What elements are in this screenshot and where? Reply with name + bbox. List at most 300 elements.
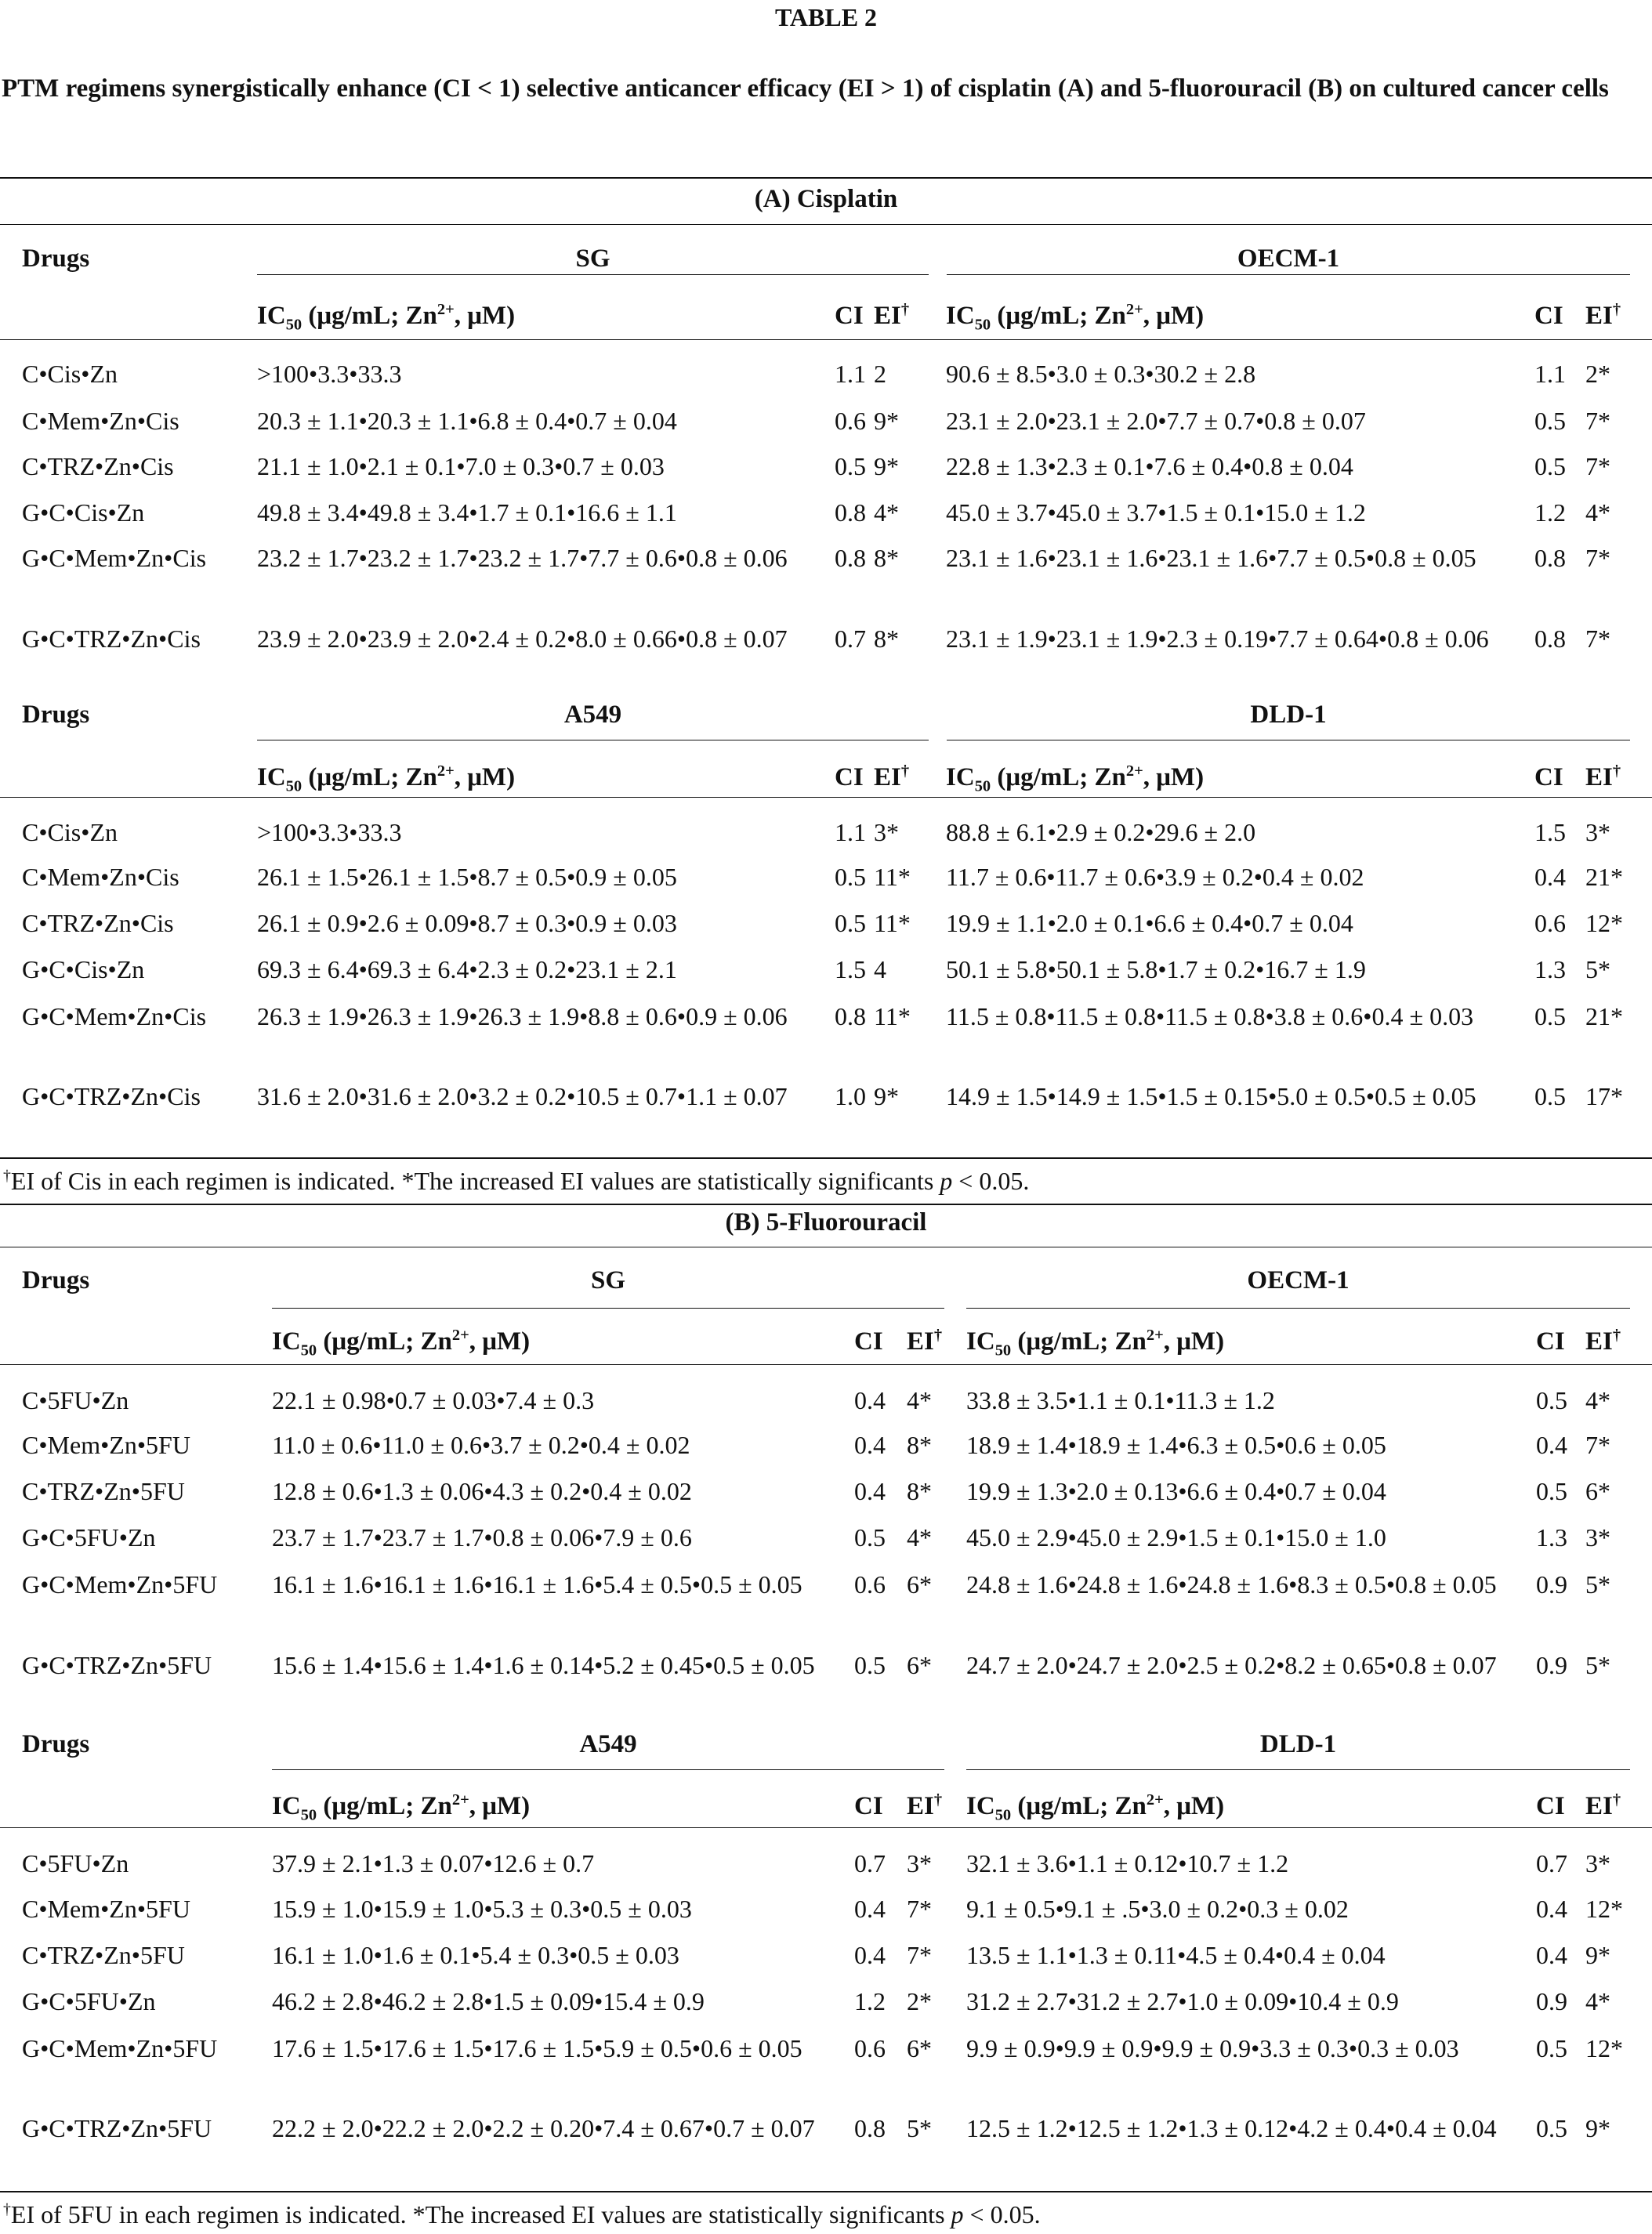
table-row	[0, 1079, 1652, 1124]
table-row	[0, 1892, 1652, 1937]
ic50-units-end: , μM)	[1143, 763, 1205, 791]
ci-header: CI	[1536, 1327, 1565, 1356]
ic50-cell: 16.1 ± 1.6•16.1 ± 1.6•16.1 ± 1.6•5.4 ± 0.5•0.5 ± 0.05	[272, 1570, 802, 1599]
ei-cell: 9*	[874, 1082, 899, 1110]
table-row	[0, 1938, 1652, 1983]
zinc-charge: 2+	[1146, 1327, 1164, 1344]
ei-cell: 6*	[1585, 1477, 1610, 1505]
table-row	[0, 495, 1652, 541]
ci-cell: 0.5	[854, 1651, 886, 1679]
ei-cell: 4*	[907, 1523, 932, 1551]
ic50-cell: 88.8 ± 6.1•2.9 ± 0.2•29.6 ± 2.0	[946, 818, 1256, 846]
ic50-label: IC	[257, 302, 286, 330]
ci-header: CI	[1534, 763, 1563, 791]
ci-cell: 0.5	[835, 909, 866, 937]
ei-cell: 4*	[907, 1386, 932, 1414]
ci-cell: 0.6	[835, 407, 866, 435]
ci-cell: 0.6	[1534, 909, 1566, 937]
table-row	[0, 999, 1652, 1045]
drug-name-cell: G•C•Mem•Zn•5FU	[22, 2034, 218, 2062]
ic50-cell: 45.0 ± 3.7•45.0 ± 3.7•1.5 ± 0.1•15.0 ± 1.2	[946, 498, 1366, 527]
ei-cell: 9*	[1585, 2114, 1610, 2142]
zinc-charge: 2+	[451, 1327, 469, 1344]
ic50-cell: 12.8 ± 0.6•1.3 ± 0.06•4.3 ± 0.2•0.4 ± 0.02	[272, 1477, 692, 1505]
ic50-label: IC	[272, 1792, 301, 1820]
drug-name-cell: C•TRZ•Zn•5FU	[22, 1477, 185, 1505]
ci-cell: 0.5	[1534, 452, 1566, 480]
ci-cell: 0.4	[854, 1477, 886, 1505]
drug-name-cell: G•C•TRZ•Zn•Cis	[22, 625, 201, 653]
drug-name-cell: G•C•Mem•Zn•Cis	[22, 1002, 207, 1030]
ci-cell: 0.6	[854, 2034, 886, 2062]
ci-cell: 1.1	[835, 360, 866, 388]
ei-cell: 7*	[1585, 625, 1610, 653]
ei-cell: 7*	[907, 1895, 932, 1923]
ic50-cell: 23.1 ± 2.0•23.1 ± 2.0•7.7 ± 0.7•0.8 ± 0.07	[946, 407, 1366, 435]
ic50-units-end: , μM)	[1143, 302, 1205, 330]
ic50-units: (μg/mL; Zn	[991, 302, 1126, 330]
footnote-text: EI of Cis in each regimen is indicated. *The increased EI values are statistically significants	[10, 1167, 940, 1195]
section-title: (B) 5-Fluorouracil	[725, 1208, 927, 1236]
dagger-mark: †	[1612, 762, 1621, 780]
ei-header	[1585, 300, 1621, 331]
ei-label: EI	[1585, 1327, 1613, 1356]
ci-cell: 0.7	[835, 625, 866, 653]
drug-name-cell: G•C•TRZ•Zn•5FU	[22, 2114, 212, 2142]
zinc-charge: 2+	[1125, 762, 1143, 780]
ic50-units: (μg/mL; Zn	[302, 763, 437, 791]
cell-line-header: DLD-1	[1259, 1730, 1337, 1758]
ci-cell: 1.2	[1534, 498, 1566, 527]
ci-header: CI	[835, 763, 864, 791]
ic50-cell: 14.9 ± 1.5•14.9 ± 1.5•1.5 ± 0.15•5.0 ± 0.5•0.5 ± 0.05	[946, 1082, 1476, 1110]
dagger-mark: †	[900, 762, 910, 780]
ei-label: EI	[874, 763, 901, 791]
ei-header	[1585, 762, 1621, 793]
cell-line-header: A549	[563, 701, 622, 729]
ei-header	[874, 762, 909, 793]
ic50-cell: 49.8 ± 3.4•49.8 ± 3.4•1.7 ± 0.1•16.6 ± 1.1	[257, 498, 677, 527]
ei-cell: 7*	[1585, 407, 1610, 435]
ic50-subscript: 50	[994, 1806, 1012, 1824]
drug-name-cell: C•Mem•Zn•5FU	[22, 1895, 190, 1923]
ic50-cell: >100•3.3•33.3	[257, 360, 402, 388]
table-row	[0, 357, 1652, 402]
cell-line-header: SG	[575, 244, 610, 273]
drug-name-cell: C•Mem•Zn•5FU	[22, 1431, 190, 1459]
ic50-cell: 24.8 ± 1.6•24.8 ± 1.6•24.8 ± 1.6•8.3 ± 0.5•0.8 ± 0.05	[966, 1570, 1497, 1599]
ic50-cell: 16.1 ± 1.0•1.6 ± 0.1•5.4 ± 0.3•0.5 ± 0.03	[272, 1941, 679, 1969]
footnote	[3, 2199, 1041, 2230]
cell-line-header: OECM-1	[1237, 244, 1340, 273]
ei-cell: 3*	[874, 818, 899, 846]
ic50-units-end: , μM)	[469, 1792, 531, 1820]
section-title: (A) Cisplatin	[754, 185, 898, 213]
ei-cell: 3*	[907, 1849, 932, 1877]
ci-cell: 0.8	[835, 544, 866, 572]
ei-cell: 21*	[1585, 1002, 1623, 1030]
ic50-subscript: 50	[974, 777, 991, 795]
drugs-header: Drugs	[22, 244, 90, 273]
ic50-subscript: 50	[300, 1341, 317, 1360]
ic50-header	[946, 300, 1205, 334]
ic50-cell: 50.1 ± 5.8•50.1 ± 5.8•1.7 ± 0.2•16.7 ± 1.9	[946, 955, 1366, 983]
ei-cell: 9*	[874, 407, 899, 435]
drug-name-cell: C•TRZ•Zn•5FU	[22, 1941, 185, 1969]
drug-name-cell: C•TRZ•Zn•Cis	[22, 452, 174, 480]
ci-cell: 0.5	[1534, 1082, 1566, 1110]
ci-cell: 0.4	[854, 1895, 886, 1923]
ci-header: CI	[1536, 1792, 1565, 1820]
ei-cell: 6*	[907, 2034, 932, 2062]
ei-cell: 2*	[1585, 360, 1610, 388]
drug-name-cell: G•C•5FU•Zn	[22, 1523, 156, 1551]
footnote-text-end: < 0.05.	[963, 2200, 1041, 2229]
ic50-units: (μg/mL; Zn	[317, 1327, 452, 1356]
dagger-mark: †	[1612, 1327, 1621, 1344]
dagger-mark: †	[933, 1327, 943, 1344]
ei-cell: 4*	[1585, 1386, 1610, 1414]
ic50-cell: 20.3 ± 1.1•20.3 ± 1.1•6.8 ± 0.4•0.7 ± 0.04	[257, 407, 677, 435]
drugs-header: Drugs	[22, 1730, 90, 1758]
table-row	[0, 952, 1652, 998]
ci-header: CI	[835, 302, 864, 330]
drug-name-cell: G•C•Cis•Zn	[22, 955, 145, 983]
ic50-units-end: , μM)	[469, 1327, 531, 1356]
ei-cell: 3*	[1585, 1849, 1610, 1877]
ic50-cell: 9.9 ± 0.9•9.9 ± 0.9•9.9 ± 0.9•3.3 ± 0.3•0.3 ± 0.03	[966, 2034, 1459, 2062]
table-row	[0, 1984, 1652, 2029]
header-rule	[0, 1364, 1652, 1365]
ei-header	[907, 1790, 942, 1822]
ic50-label: IC	[946, 763, 975, 791]
ic50-cell: 23.9 ± 2.0•23.9 ± 2.0•2.4 ± 0.2•8.0 ± 0.66•0.8 ± 0.07	[257, 625, 788, 653]
ci-cell: 1.5	[835, 955, 866, 983]
ei-cell: 9*	[1585, 1941, 1610, 1969]
ci-cell: 0.5	[1534, 1002, 1566, 1030]
ic50-cell: 26.3 ± 1.9•26.3 ± 1.9•26.3 ± 1.9•8.8 ± 0.6•0.9 ± 0.06	[257, 1002, 788, 1030]
ic50-cell: 13.5 ± 1.1•1.3 ± 0.11•4.5 ± 0.4•0.4 ± 0.04	[966, 1941, 1386, 1969]
table-row	[0, 404, 1652, 449]
ic50-cell: 33.8 ± 3.5•1.1 ± 0.1•11.3 ± 1.2	[966, 1386, 1275, 1414]
ic50-cell: 15.9 ± 1.0•15.9 ± 1.0•5.3 ± 0.3•0.5 ± 0.03	[272, 1895, 692, 1923]
ic50-cell: 90.6 ± 8.5•3.0 ± 0.3•30.2 ± 2.8	[946, 360, 1256, 388]
ci-cell: 0.5	[854, 1523, 886, 1551]
ic50-units: (μg/mL; Zn	[302, 302, 437, 330]
ei-cell: 8*	[907, 1431, 932, 1459]
ei-cell: 7*	[1585, 544, 1610, 572]
ic50-cell: 31.2 ± 2.7•31.2 ± 2.7•1.0 ± 0.09•10.4 ± 0.9	[966, 1987, 1399, 2015]
ic50-cell: 31.6 ± 2.0•31.6 ± 2.0•3.2 ± 0.2•10.5 ± 0.7•1.1 ± 0.07	[257, 1082, 788, 1110]
ei-cell: 8*	[874, 544, 899, 572]
ic50-cell: 69.3 ± 6.4•69.3 ± 6.4•2.3 ± 0.2•23.1 ± 2.1	[257, 955, 677, 983]
ic50-units-end: , μM)	[1163, 1327, 1225, 1356]
ic50-label: IC	[946, 302, 975, 330]
ei-cell: 5*	[1585, 1570, 1610, 1599]
ci-cell: 1.3	[1534, 955, 1566, 983]
ci-cell: 0.5	[1536, 2114, 1567, 2142]
drug-name-cell: G•C•Mem•Zn•Cis	[22, 544, 207, 572]
ci-cell: 0.4	[1536, 1895, 1567, 1923]
cell-line-header: SG	[590, 1266, 626, 1294]
ci-cell: 0.7	[1536, 1849, 1567, 1877]
drugs-header: Drugs	[22, 1266, 90, 1294]
ic50-header	[272, 1790, 530, 1822]
ic50-header	[257, 300, 516, 334]
ci-cell: 0.4	[854, 1386, 886, 1414]
ci-header: CI	[1534, 302, 1563, 330]
drug-name-cell: C•Mem•Zn•Cis	[22, 863, 179, 891]
zinc-charge: 2+	[437, 301, 455, 318]
table-row	[0, 1846, 1652, 1892]
ei-cell: 3*	[1585, 818, 1610, 846]
ic50-cell: 46.2 ± 2.8•46.2 ± 2.8•1.5 ± 0.09•15.4 ± 0.9	[272, 1987, 705, 2015]
ci-cell: 0.9	[1536, 1987, 1567, 2015]
ei-cell: 3*	[1585, 1523, 1610, 1551]
ic50-subscript: 50	[974, 316, 991, 334]
table-row	[0, 860, 1652, 905]
ei-label: EI	[1585, 763, 1613, 791]
ci-cell: 0.8	[1534, 544, 1566, 572]
table-row	[0, 541, 1652, 586]
ic50-cell: 23.2 ± 1.7•23.2 ± 1.7•23.2 ± 1.7•7.7 ± 0.6•0.8 ± 0.06	[257, 544, 788, 572]
cell-line-header: OECM-1	[1247, 1266, 1349, 1294]
ic50-cell: 15.6 ± 1.4•15.6 ± 1.4•1.6 ± 0.14•5.2 ± 0.45•0.5 ± 0.05	[272, 1651, 815, 1679]
table-row	[0, 621, 1652, 667]
ic50-units: (μg/mL; Zn	[317, 1792, 452, 1820]
ei-cell: 11*	[874, 863, 911, 891]
cell-line-underline	[966, 1308, 1630, 1309]
ic50-cell: 11.0 ± 0.6•11.0 ± 0.6•3.7 ± 0.2•0.4 ± 0.02	[272, 1431, 690, 1459]
ei-cell: 12*	[1585, 2034, 1623, 2062]
ic50-header	[946, 762, 1204, 793]
zinc-charge: 2+	[1146, 1791, 1164, 1809]
ic50-units: (μg/mL; Zn	[1011, 1327, 1147, 1356]
ic50-header	[257, 762, 515, 793]
dagger-mark: †	[3, 1167, 11, 1185]
ei-cell: 5*	[1585, 1651, 1610, 1679]
dagger-mark: †	[1612, 1791, 1621, 1809]
header-rule	[0, 339, 1652, 340]
ci-cell: 0.6	[854, 1570, 886, 1599]
ci-cell: 0.4	[1536, 1941, 1567, 1969]
ic50-cell: 45.0 ± 2.9•45.0 ± 2.9•1.5 ± 0.1•15.0 ± 1.0	[966, 1523, 1386, 1551]
cell-line-underline	[257, 274, 929, 275]
ci-cell: 1.1	[835, 818, 866, 846]
ic50-cell: >100•3.3•33.3	[257, 818, 402, 846]
ci-cell: 1.2	[854, 1987, 886, 2015]
ei-cell: 11*	[874, 909, 911, 937]
ei-header	[874, 300, 909, 331]
footnote	[3, 1165, 1029, 1197]
ci-cell: 1.5	[1534, 818, 1566, 846]
ci-cell: 0.4	[1534, 863, 1566, 891]
cell-line-underline	[272, 1769, 944, 1770]
ic50-cell: 22.1 ± 0.98•0.7 ± 0.03•7.4 ± 0.3	[272, 1386, 595, 1414]
ei-cell: 8*	[907, 1477, 932, 1505]
section-bottom-rule	[0, 2191, 1652, 2192]
ei-cell: 12*	[1585, 1895, 1623, 1923]
drug-name-cell: G•C•TRZ•Zn•5FU	[22, 1651, 212, 1679]
ei-cell: 7*	[1585, 1431, 1610, 1459]
ic50-cell: 11.5 ± 0.8•11.5 ± 0.8•11.5 ± 0.8•3.8 ± 0.6•0.4 ± 0.03	[946, 1002, 1474, 1030]
table-caption: PTM regimens synergistically enhance (CI < 1) selective anticancer efficacy (EI > 1) of cisplatin (A) and 5-fluorouracil (B) on cultured cancer cells	[2, 74, 1609, 103]
drug-name-cell: C•Cis•Zn	[22, 360, 118, 388]
ei-label: EI	[1585, 302, 1613, 330]
ic50-cell: 23.7 ± 1.7•23.7 ± 1.7•0.8 ± 0.06•7.9 ± 0.6	[272, 1523, 692, 1551]
dagger-mark: †	[3, 2200, 11, 2218]
p-value-symbol: p	[940, 1167, 953, 1195]
ei-cell: 2*	[907, 1987, 932, 2015]
ic50-cell: 26.1 ± 1.5•26.1 ± 1.5•8.7 ± 0.5•0.9 ± 0.05	[257, 863, 677, 891]
ic50-label: IC	[966, 1327, 995, 1356]
table-row	[0, 906, 1652, 951]
ic50-header	[966, 1326, 1225, 1360]
ei-cell: 4*	[874, 498, 899, 527]
section-top-rule	[0, 177, 1652, 179]
ic50-cell: 11.7 ± 0.6•11.7 ± 0.6•3.9 ± 0.2•0.4 ± 0.02	[946, 863, 1364, 891]
cell-line-underline	[966, 1769, 1630, 1770]
ic50-subscript: 50	[285, 316, 303, 334]
section-bottom-rule	[0, 1157, 1652, 1159]
ci-cell: 0.4	[854, 1431, 886, 1459]
ei-cell: 8*	[874, 625, 899, 653]
table-row	[0, 1648, 1652, 1693]
ic50-cell: 19.9 ± 1.1•2.0 ± 0.1•6.6 ± 0.4•0.7 ± 0.04	[946, 909, 1353, 937]
ic50-units-end: , μM)	[1163, 1792, 1225, 1820]
drug-name-cell: C•TRZ•Zn•Cis	[22, 909, 174, 937]
dagger-mark: †	[1612, 301, 1621, 318]
footnote-text: EI of 5FU in each regimen is indicated. *The increased EI values are statistically significants	[10, 2200, 951, 2229]
ic50-header	[966, 1790, 1224, 1822]
ci-cell: 0.5	[1534, 407, 1566, 435]
ic50-units: (μg/mL; Zn	[991, 763, 1126, 791]
table-row	[0, 1474, 1652, 1519]
ic50-cell: 9.1 ± 0.5•9.1 ± .5•3.0 ± 0.2•0.3 ± 0.02	[966, 1895, 1349, 1923]
ic50-label: IC	[272, 1327, 301, 1356]
section-top-rule	[0, 1204, 1652, 1205]
ei-cell: 11*	[874, 1002, 911, 1030]
table-number: TABLE 2	[774, 3, 878, 31]
table-row	[0, 2031, 1652, 2076]
ei-cell: 21*	[1585, 863, 1623, 891]
table-row	[0, 449, 1652, 494]
ci-cell: 0.5	[1536, 1386, 1567, 1414]
header-rule	[0, 797, 1652, 798]
cell-line-underline	[272, 1308, 944, 1309]
ei-label: EI	[1585, 1792, 1613, 1820]
ei-label: EI	[874, 302, 901, 330]
drugs-header: Drugs	[22, 701, 90, 729]
dagger-mark: †	[900, 301, 910, 318]
ci-cell: 0.8	[835, 498, 866, 527]
drug-name-cell: G•C•Mem•Zn•5FU	[22, 1570, 218, 1599]
footnote-text-end: < 0.05.	[952, 1167, 1030, 1195]
drug-name-cell: C•Mem•Zn•Cis	[22, 407, 179, 435]
ei-cell: 9*	[874, 452, 899, 480]
ci-header: CI	[854, 1792, 883, 1820]
ei-cell: 5*	[907, 2114, 932, 2142]
ei-cell: 4	[874, 955, 886, 983]
ei-cell: 4*	[1585, 1987, 1610, 2015]
ei-cell: 7*	[1585, 452, 1610, 480]
ic50-subscript: 50	[300, 1806, 317, 1824]
ic50-cell: 22.2 ± 2.0•22.2 ± 2.0•2.2 ± 0.20•7.4 ± 0.67•0.7 ± 0.07	[272, 2114, 815, 2142]
drug-name-cell: G•C•TRZ•Zn•Cis	[22, 1082, 201, 1110]
ci-cell: 0.5	[835, 452, 866, 480]
ei-label: EI	[907, 1792, 934, 1820]
drug-name-cell: G•C•Cis•Zn	[22, 498, 145, 527]
ic50-cell: 23.1 ± 1.6•23.1 ± 1.6•23.1 ± 1.6•7.7 ± 0.5•0.8 ± 0.05	[946, 544, 1476, 572]
ic50-subscript: 50	[994, 1341, 1012, 1360]
section-title-rule	[0, 224, 1652, 225]
ic50-cell: 24.7 ± 2.0•24.7 ± 2.0•2.5 ± 0.2•8.2 ± 0.65•0.8 ± 0.07	[966, 1651, 1497, 1679]
ei-cell: 5*	[1585, 955, 1610, 983]
ci-cell: 0.8	[1534, 625, 1566, 653]
ic50-cell: 23.1 ± 1.9•23.1 ± 1.9•2.3 ± 0.19•7.7 ± 0.64•0.8 ± 0.06	[946, 625, 1489, 653]
ci-cell: 0.5	[1536, 2034, 1567, 2062]
ei-cell: 17*	[1585, 1082, 1623, 1110]
ci-cell: 0.8	[835, 1002, 866, 1030]
ic50-header	[272, 1326, 531, 1360]
zinc-charge: 2+	[437, 762, 455, 780]
drug-name-cell: C•Cis•Zn	[22, 818, 118, 846]
ei-cell: 12*	[1585, 909, 1623, 937]
ei-header	[1585, 1790, 1621, 1822]
ci-cell: 0.9	[1536, 1651, 1567, 1679]
ci-cell: 0.9	[1536, 1570, 1567, 1599]
drug-name-cell: G•C•5FU•Zn	[22, 1987, 156, 2015]
ic50-units-end: , μM)	[454, 302, 516, 330]
ic50-cell: 22.8 ± 1.3•2.3 ± 0.1•7.6 ± 0.4•0.8 ± 0.04	[946, 452, 1353, 480]
ei-header	[1585, 1326, 1621, 1357]
cell-line-header: A549	[579, 1730, 637, 1758]
drug-name-cell: C•5FU•Zn	[22, 1849, 129, 1877]
ci-cell: 1.3	[1536, 1523, 1567, 1551]
zinc-charge: 2+	[1125, 301, 1143, 318]
ei-cell: 4*	[1585, 498, 1610, 527]
ci-cell: 0.7	[854, 1849, 886, 1877]
ci-cell: 0.4	[854, 1941, 886, 1969]
table-row	[0, 1383, 1652, 1428]
ic50-subscript: 50	[285, 777, 303, 795]
p-value-symbol: p	[951, 2200, 964, 2229]
ci-cell: 0.4	[1536, 1431, 1567, 1459]
cell-line-header: DLD-1	[1250, 701, 1327, 729]
ic50-cell: 32.1 ± 3.6•1.1 ± 0.12•10.7 ± 1.2	[966, 1849, 1289, 1877]
ei-header	[907, 1326, 942, 1357]
zinc-charge: 2+	[451, 1791, 469, 1809]
ic50-cell: 21.1 ± 1.0•2.1 ± 0.1•7.0 ± 0.3•0.7 ± 0.03	[257, 452, 665, 480]
ic50-cell: 19.9 ± 1.3•2.0 ± 0.13•6.6 ± 0.4•0.7 ± 0.04	[966, 1477, 1386, 1505]
header-rule	[0, 1827, 1652, 1828]
drug-name-cell: C•5FU•Zn	[22, 1386, 129, 1414]
cell-line-underline	[947, 274, 1630, 275]
table-row	[0, 1567, 1652, 1613]
ei-cell: 6*	[907, 1570, 932, 1599]
table-row	[0, 2111, 1652, 2156]
ei-cell: 6*	[907, 1651, 932, 1679]
ic50-label: IC	[966, 1792, 995, 1820]
ci-cell: 1.1	[1534, 360, 1566, 388]
ic50-cell: 18.9 ± 1.4•18.9 ± 1.4•6.3 ± 0.5•0.6 ± 0.05	[966, 1431, 1386, 1459]
ic50-cell: 17.6 ± 1.5•17.6 ± 1.5•17.6 ± 1.5•5.9 ± 0.5•0.6 ± 0.05	[272, 2034, 802, 2062]
table-row	[0, 1520, 1652, 1566]
ic50-units-end: , μM)	[454, 763, 516, 791]
ic50-cell: 12.5 ± 1.2•12.5 ± 1.2•1.3 ± 0.12•4.2 ± 0.4•0.4 ± 0.04	[966, 2114, 1497, 2142]
ic50-units: (μg/mL; Zn	[1011, 1792, 1147, 1820]
ei-label: EI	[907, 1327, 934, 1356]
